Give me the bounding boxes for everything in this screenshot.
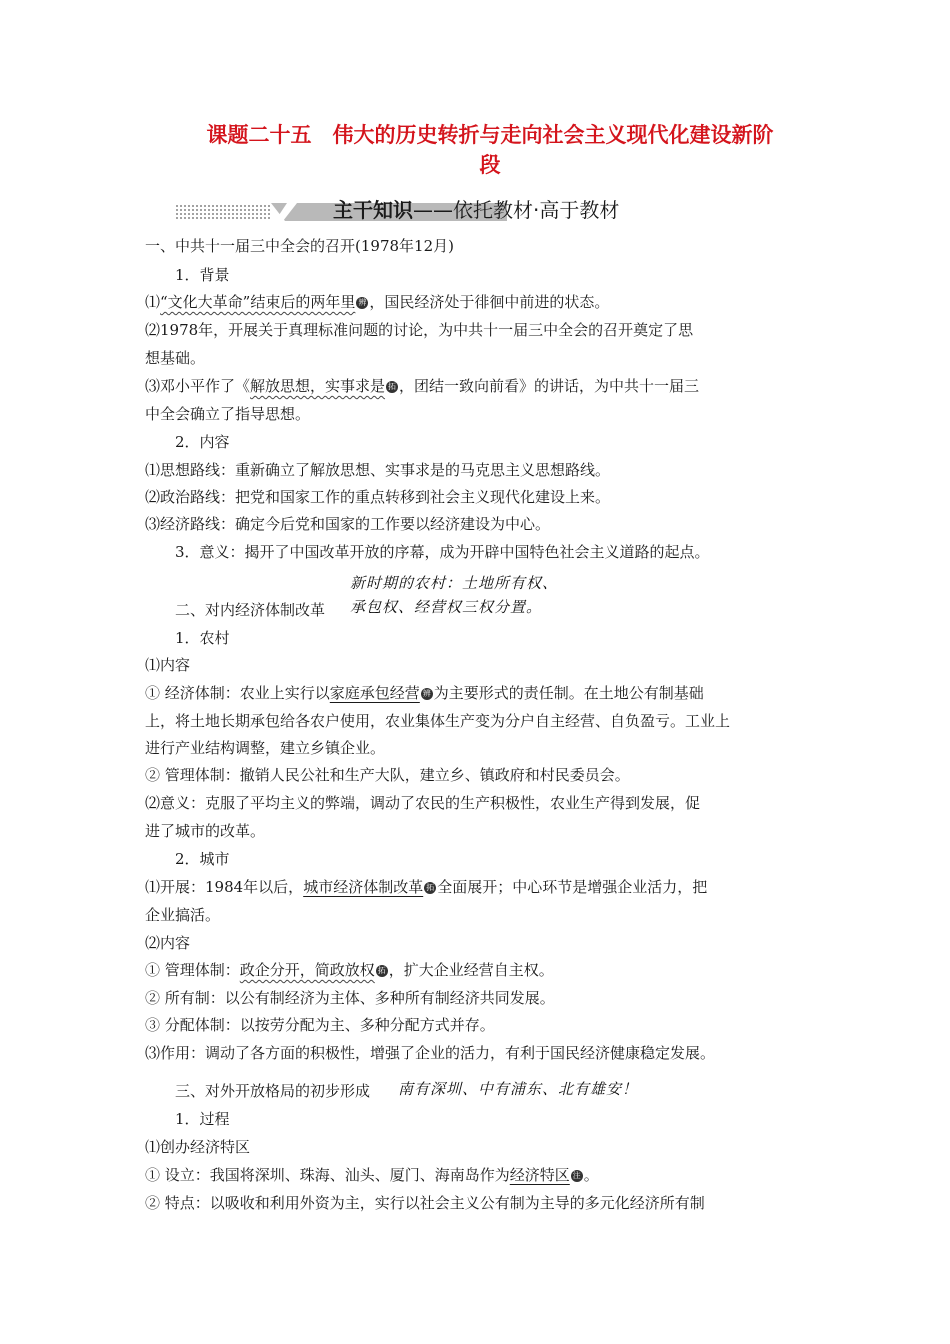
cs1-text: 全面展开；中心环节是增强企业活力，把 bbox=[437, 878, 708, 896]
handwritten-note-1-l2: 承包权、经营权三权分置。 bbox=[350, 598, 543, 616]
title-line-2: 段 bbox=[479, 153, 501, 177]
cs-item-1-l2: 企业搞活。 bbox=[145, 906, 221, 924]
banner-label bbox=[333, 195, 619, 225]
page-title bbox=[170, 120, 810, 180]
mark-icon: 辨 bbox=[422, 689, 431, 698]
mark-icon: 拓 bbox=[388, 382, 397, 391]
mark-icon: 注 bbox=[572, 1171, 581, 1180]
bg-item-3 bbox=[145, 376, 699, 396]
gc-heading: 1．过程 bbox=[175, 1110, 230, 1128]
nc-heading: 1．农村 bbox=[175, 629, 230, 647]
bg1-num: ⑴ bbox=[145, 293, 161, 311]
nc-item-1-l2: 上，将土地长期承包给各农户使用，农业集体生产变为分户自主经营、自负盈亏。工业上 bbox=[145, 712, 731, 730]
nc1-text: 为主要形式的责任制。在土地公有制基础 bbox=[433, 684, 704, 702]
bg1-key: “文化大革命”结束后的两年里 bbox=[160, 293, 356, 311]
nc-yy-l1: ⑵意义：克服了平均主义的弊端，调动了农民的生产积极性，农业生产得到发展，促 bbox=[145, 794, 701, 812]
tq1-key: 经济特区 bbox=[509, 1166, 570, 1184]
nc-item-2: ② 管理体制：撤销人民公社和生产大队，建立乡、镇政府和村民委员会。 bbox=[145, 766, 630, 784]
tq-item-2: ② 特点：以吸收和利用外资为主，实行以社会主义公有制为主导的多元化经济所有制 bbox=[145, 1194, 705, 1212]
nc-item-1-l3: 进行产业结构调整，建立乡镇企业。 bbox=[145, 739, 386, 757]
bg-heading: 1．背景 bbox=[175, 266, 230, 284]
bg-item-3-l2: 中全会确立了指导思想。 bbox=[145, 405, 311, 423]
cs2-text: ，扩大企业经营自主权。 bbox=[388, 961, 554, 979]
banner-rest: ——依托教材·高于教材 bbox=[413, 198, 620, 222]
bg1-text: ，国民经济处于徘徊中前进的状态。 bbox=[369, 293, 610, 311]
cs-item-1 bbox=[145, 877, 707, 897]
nc1-pre: ① 经济体制：农业上实行以 bbox=[145, 684, 330, 702]
cs2-pre: ① 管理体制： bbox=[145, 961, 240, 979]
section-1-heading: 一、中共十一届三中全会的召开(1978年12月) bbox=[145, 237, 454, 255]
bg3-text: ，团结一致向前看》的讲话，为中共十一届三 bbox=[399, 377, 700, 395]
nc-yy-l2: 进了城市的改革。 bbox=[145, 822, 266, 840]
nr-heading: 2．内容 bbox=[175, 433, 230, 451]
cs-item-3: ② 所有制：以公有制经济为主体、多种所有制经济共同发展。 bbox=[145, 989, 555, 1007]
handwritten-note-2: 南有深圳、中有浦东、北有雄安！ bbox=[398, 1080, 639, 1098]
cs1-pre: ⑴开展：1984年以后， bbox=[145, 878, 304, 896]
banner-main: 主干知识 bbox=[333, 198, 413, 222]
tq1-pre: ① 设立：我国将深圳、珠海、汕头、厦门、海南岛作为 bbox=[145, 1166, 510, 1184]
section-3-heading: 三、对外开放格局的初步形成 bbox=[175, 1082, 371, 1100]
nc-nr: ⑴内容 bbox=[145, 656, 191, 674]
nc1-key: 家庭承包经营 bbox=[329, 684, 420, 702]
nr-item-1: ⑴思想路线：重新确立了解放思想、实事求是的马克思主义思想路线。 bbox=[145, 461, 611, 479]
bg-item-1 bbox=[145, 292, 609, 312]
section-banner bbox=[175, 198, 675, 226]
cs2-key: 政企分开，简政放权 bbox=[239, 961, 375, 979]
cs1-key: 城市经济体制改革 bbox=[303, 878, 424, 896]
nr-item-2: ⑵政治路线：把党和国家工作的重点转移到社会主义现代化建设上来。 bbox=[145, 488, 611, 506]
bg3-key: 解放思想，实事求是 bbox=[250, 377, 386, 395]
nc-item-1 bbox=[145, 683, 704, 703]
yy-line: 3．意义：揭开了中国改革开放的序幕，成为开辟中国特色社会主义道路的起点。 bbox=[175, 543, 710, 561]
mark-icon: 拓 bbox=[377, 966, 386, 975]
nr-item-3: ⑶经济路线：确定今后党和国家的工作要以经济建设为中心。 bbox=[145, 515, 551, 533]
tq1-text: 。 bbox=[583, 1166, 599, 1184]
mark-icon: 辨 bbox=[358, 298, 367, 307]
cs-heading: 2．城市 bbox=[175, 850, 230, 868]
tq-item-1 bbox=[145, 1165, 599, 1185]
banner-dots bbox=[175, 204, 270, 220]
cs-item-4: ③ 分配体制：以按劳分配为主、多种分配方式并存。 bbox=[145, 1016, 495, 1034]
bg3-pre: ⑶邓小平作了《 bbox=[145, 377, 251, 395]
section-2-heading: 二、对内经济体制改革 bbox=[175, 601, 326, 619]
cs-zy: ⑶作用：调动了各方面的积极性，增强了企业的活力，有利于国民经济健康稳定发展。 bbox=[145, 1044, 716, 1062]
cs-nr: ⑵内容 bbox=[145, 934, 191, 952]
cs-item-2 bbox=[145, 960, 554, 980]
bg-item-2-l1: ⑵1978年，开展关于真理标准问题的讨论，为中共十一届三中全会的召开奠定了思 bbox=[145, 321, 694, 339]
title-line-1: 课题二十五 伟大的历史转折与走向社会主义现代化建设新阶 bbox=[206, 123, 774, 147]
handwritten-note-1-l1: 新时期的农村：土地所有权、 bbox=[350, 574, 559, 592]
bg-item-2-l2: 想基础。 bbox=[145, 349, 206, 367]
mark-icon: 拓 bbox=[426, 883, 435, 892]
tq-heading: ⑴创办经济特区 bbox=[145, 1138, 251, 1156]
